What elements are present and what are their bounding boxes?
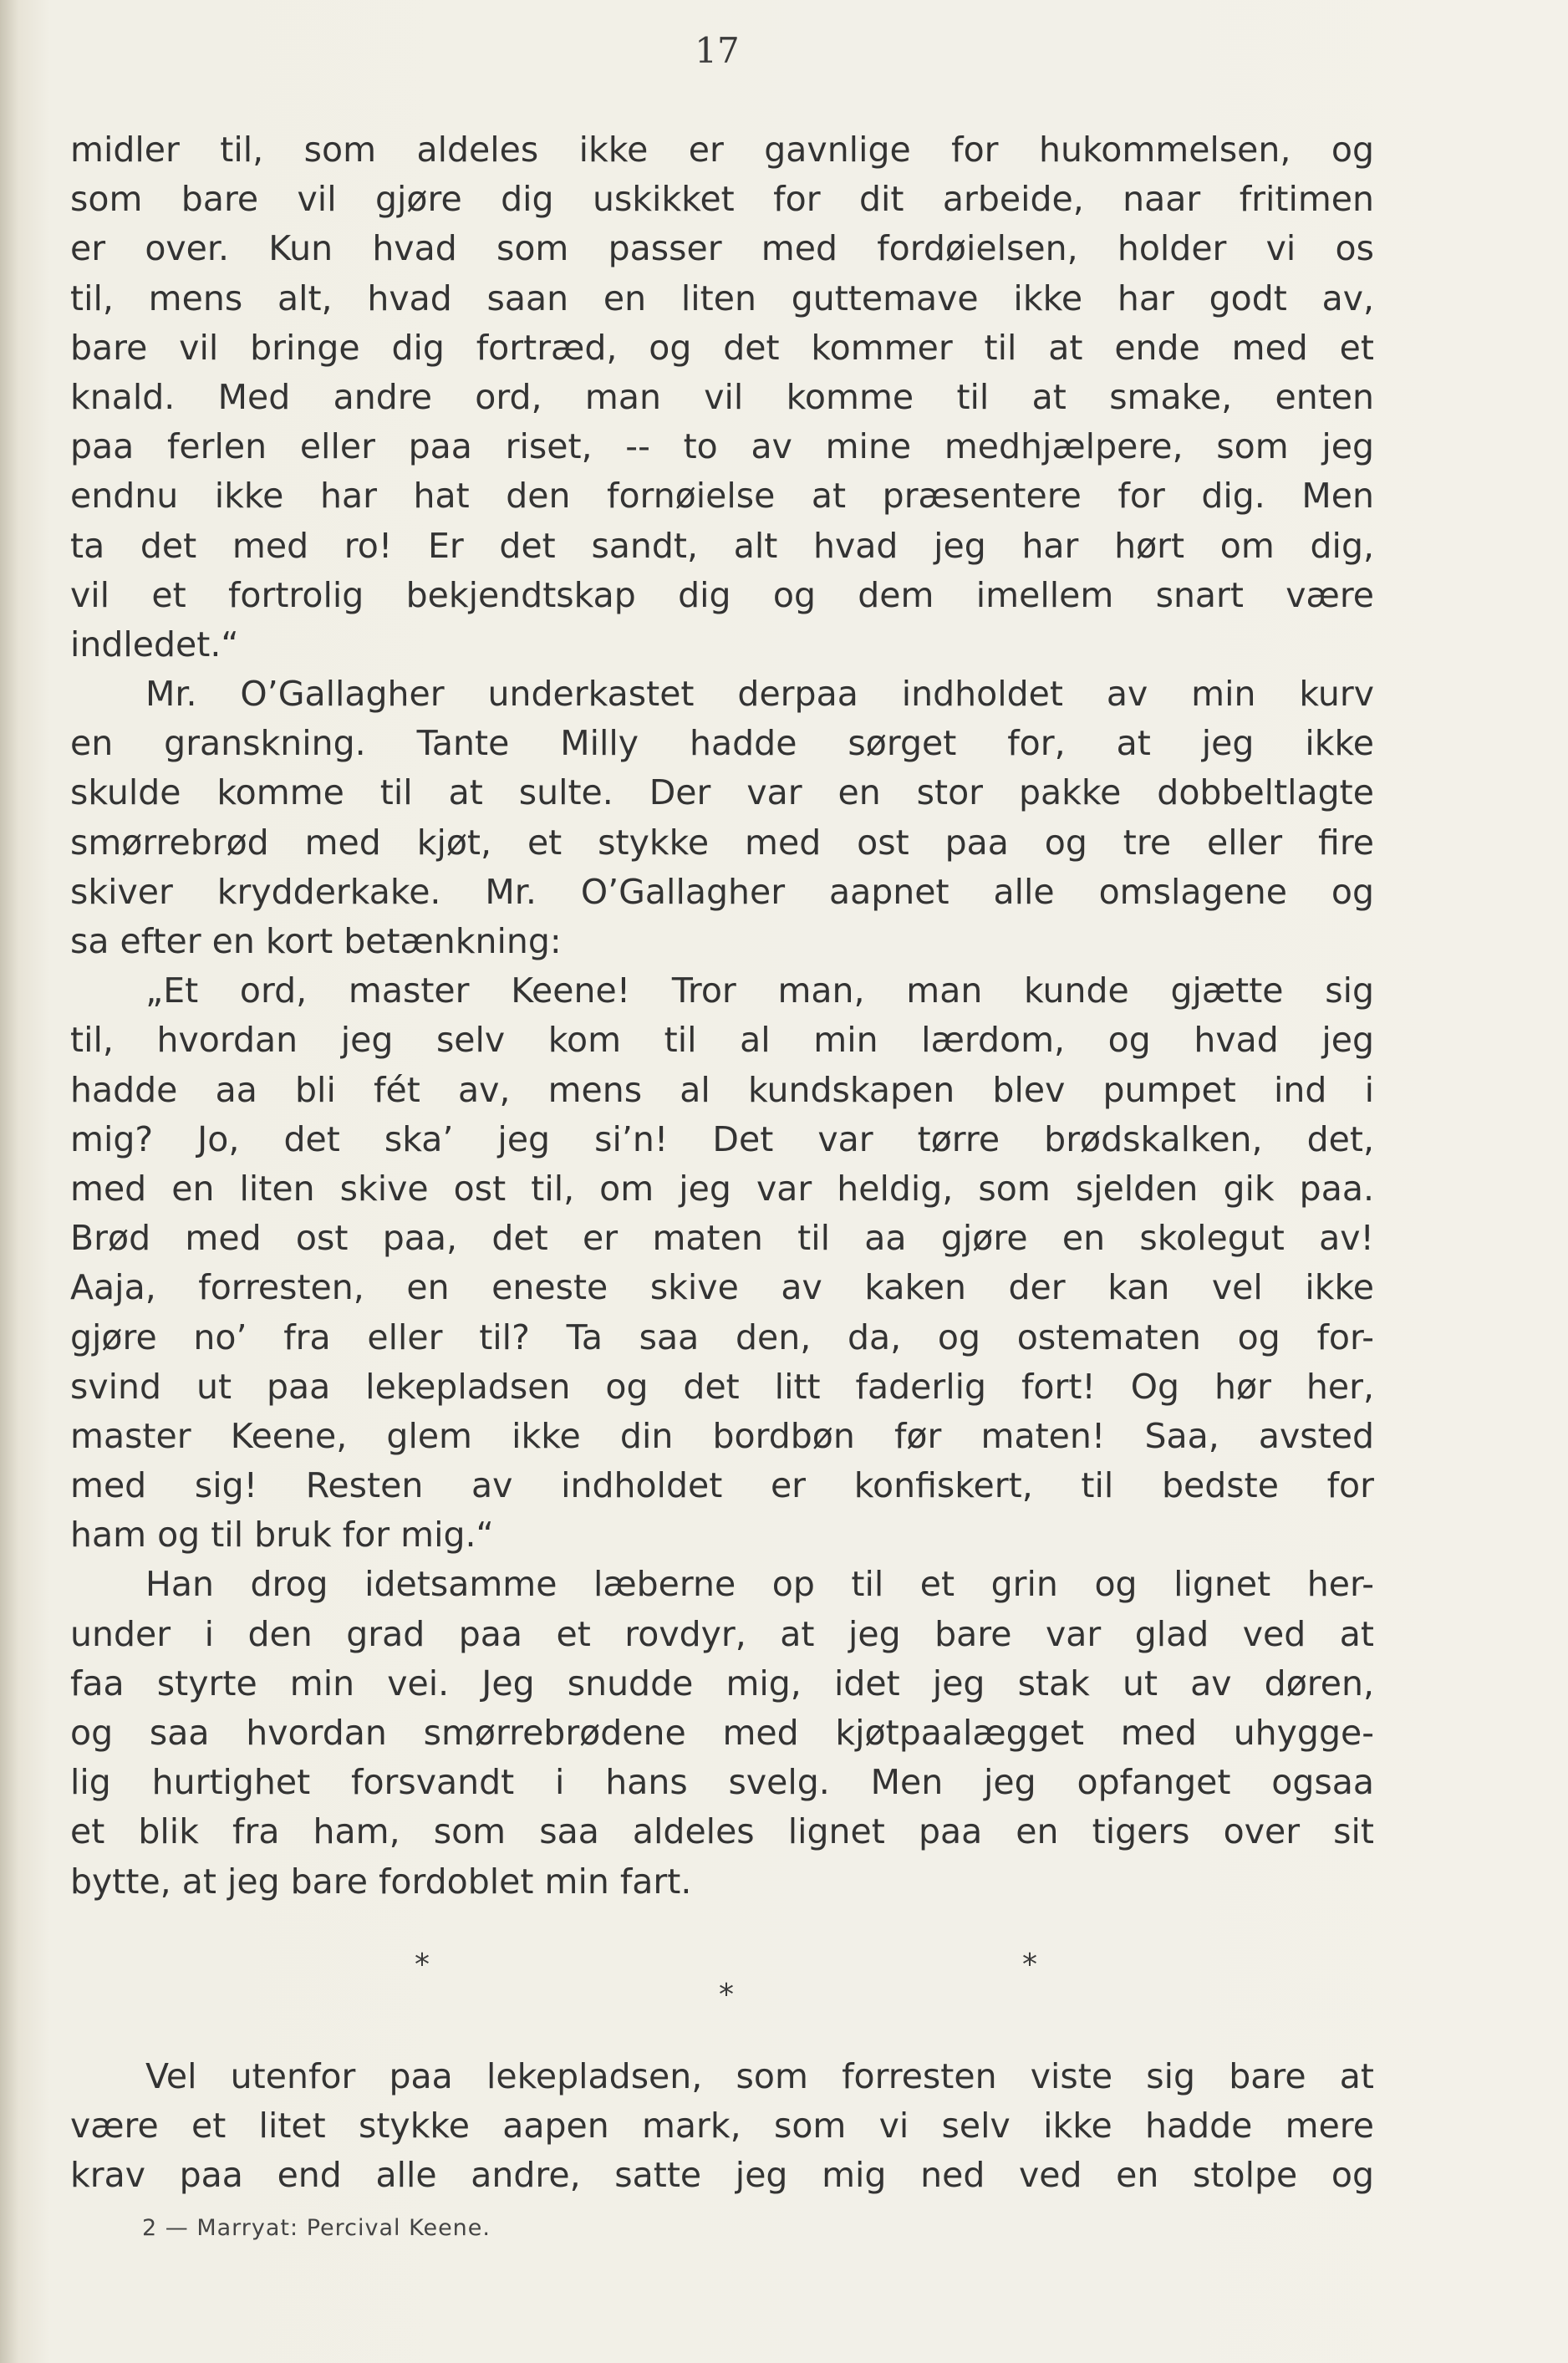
text-line: under i den grad paa et rovdyr, at jeg bare var glad ved at [70, 1613, 1374, 1654]
text-line: smørrebrød med kjøt, et stykke med ost paa og tre eller fire [70, 822, 1374, 863]
separator-star: * [415, 1948, 430, 1982]
text-line: et blik fra ham, som saa aldeles lignet paa en tigers over sit [70, 1811, 1374, 1852]
continuation-text [70, 2052, 1374, 2201]
text-line: faa styrte min vei. Jeg snudde mig, idet jeg stak ut av døren, [70, 1663, 1374, 1703]
text-line: knald. Med andre ord, man vil komme til at smake, enten [70, 376, 1374, 417]
text-line: bytte, at jeg bare fordoblet min fart. [70, 1861, 692, 1902]
separator-star: * [719, 1978, 734, 2012]
page-footer-signature: 2 — Marryat: Percival Keene. [142, 2215, 491, 2241]
main-text [70, 125, 1374, 1907]
text-line: endnu ikke har hat den fornøielse at præsentere for dig. Men [70, 476, 1374, 517]
text-line: til, mens alt, hvad saan en liten guttemave ikke har godt av, [70, 278, 1374, 318]
text-line: bare vil bringe dig fortræd, og det kommer til at ende med et [70, 327, 1374, 368]
text-line: Mr. O’Gallagher underkastet derpaa indholdet av min kurv [145, 674, 1374, 715]
text-line: med sig! Resten av indholdet er konfiskert, til bedste for [70, 1465, 1374, 1506]
text-line: og saa hvordan smørrebrødene med kjøtpaalægget med uhygge- [70, 1713, 1374, 1753]
text-line: krav paa end alle andre, satte jeg mig ned ved en stolpe og [70, 2155, 1374, 2196]
page-number: 17 [695, 30, 740, 71]
text-line: være et litet stykke aapen mark, som vi selv ikke hadde mere [70, 2106, 1374, 2147]
separator-star: * [1022, 1948, 1037, 1982]
text-line: midler til, som aldeles ikke er gavnlige for hukommelsen, og [70, 130, 1374, 170]
text-line: paa ferlen eller paa riset, -- to av mine medhjælpere, som jeg [70, 426, 1374, 467]
text-line: gjøre no’ fra eller til? Ta saa den, da, og ostematen og for- [70, 1316, 1374, 1357]
text-line: skiver krydderkake. Mr. O’Gallagher aapnet alle omslagene og [70, 871, 1374, 912]
text-line: „Et ord, master Keene! Tror man, man kunde gjætte sig [145, 970, 1374, 1011]
text-line: mig? Jo, det ska’ jeg si’n! Det var tørre brødskalken, det, [70, 1118, 1374, 1159]
text-line: skulde komme til at sulte. Der var en stor pakke dobbeltlagte [70, 772, 1374, 813]
text-line: med en liten skive ost til, om jeg var heldig, som sjelden gik paa. [70, 1168, 1374, 1209]
text-line: master Keene, glem ikke din bordbøn før maten! Saa, avsted [70, 1415, 1374, 1456]
text-line: Vel utenfor paa lekepladsen, som forresten viste sig bare at [145, 2056, 1374, 2096]
text-line: ham og til bruk for mig.“ [70, 1515, 494, 1556]
text-line: vil et fortrolig bekjendtskap dig og dem imellem snart være [70, 574, 1374, 615]
section-separator [0, 1939, 1568, 2023]
text-line: ta det med ro! Er det sandt, alt hvad jeg har hørt om dig, [70, 525, 1374, 566]
text-line: indledet.“ [70, 624, 239, 665]
text-line: er over. Kun hvad som passer med fordøielsen, holder vi os [70, 228, 1374, 269]
text-line: som bare vil gjøre dig uskikket for dit arbeide, naar fritimen [70, 179, 1374, 220]
text-line: Brød med ost paa, det er maten til aa gjøre en skolegut av! [70, 1218, 1374, 1259]
text-line: Han drog idetsamme læberne op til et grin og lignet her- [145, 1564, 1374, 1605]
text-line: til, hvordan jeg selv kom til al min lærdom, og hvad jeg [70, 1020, 1374, 1061]
text-line: sa efter en kort betænkning: [70, 921, 562, 961]
text-line: hadde aa bli fét av, mens al kundskapen blev pumpet ind i [70, 1069, 1374, 1110]
text-line: en granskning. Tante Milly hadde sørget for, at jeg ikke [70, 723, 1374, 764]
text-line: lig hurtighet forsvandt i hans svelg. Men jeg opfanget ogsaa [70, 1762, 1374, 1803]
text-line: Aaja, forresten, en eneste skive av kaken der kan vel ikke [70, 1267, 1374, 1308]
text-line: svind ut paa lekepladsen og det litt faderlig fort! Og hør her, [70, 1366, 1374, 1407]
